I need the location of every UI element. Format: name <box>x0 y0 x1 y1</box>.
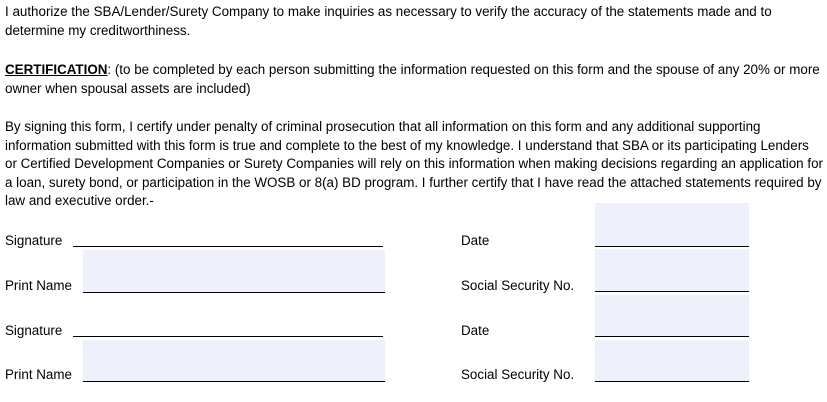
print-name-field-1[interactable] <box>83 250 385 293</box>
signature-line-1[interactable] <box>73 246 383 247</box>
ssn-label-2: Social Security No. <box>461 367 575 382</box>
certification-instructions: : (to be completed by each person submitting the information requested on this form and the spouse of any 20% or more owner when spousal assets are included) <box>5 62 820 96</box>
ssn-label-1: Social Security No. <box>461 278 575 293</box>
signature-label-1: Signature <box>5 233 63 248</box>
signature-label-2: Signature <box>5 323 63 338</box>
date-label-1: Date <box>461 233 490 248</box>
certification-paragraph <box>5 61 823 98</box>
certification-heading: CERTIFICATION <box>5 62 108 77</box>
ssn-field-1[interactable] <box>595 249 749 292</box>
date-field-2[interactable] <box>595 295 749 337</box>
ssn-field-2[interactable] <box>595 340 749 382</box>
print-name-label-2: Print Name <box>5 367 72 382</box>
print-name-label-1: Print Name <box>5 278 72 293</box>
certification-statement: By signing this form, I certify under penalty of criminal prosecution that all information on this form and any additional supporting information submitted with this form is true and complete to the best of my knowledge. I understand that SBA or its participating Lenders or Certified Development Companies or Surety Companies will rely on this information when making decisions regarding an application for a loan, surety bond, or participation in the WOSB or 8(a) BD program. I further certify that I have read the attached statements required by law and executive order.- <box>5 119 823 208</box>
date-field-1[interactable] <box>595 203 749 247</box>
print-name-field-2[interactable] <box>83 340 385 382</box>
date-label-2: Date <box>461 323 490 338</box>
signature-line-2[interactable] <box>73 336 383 337</box>
authorization-paragraph: I authorize the SBA/Lender/Surety Company to make inquiries as necessary to verify the accuracy of the statements made and to determine my creditworthiness. <box>5 4 772 38</box>
